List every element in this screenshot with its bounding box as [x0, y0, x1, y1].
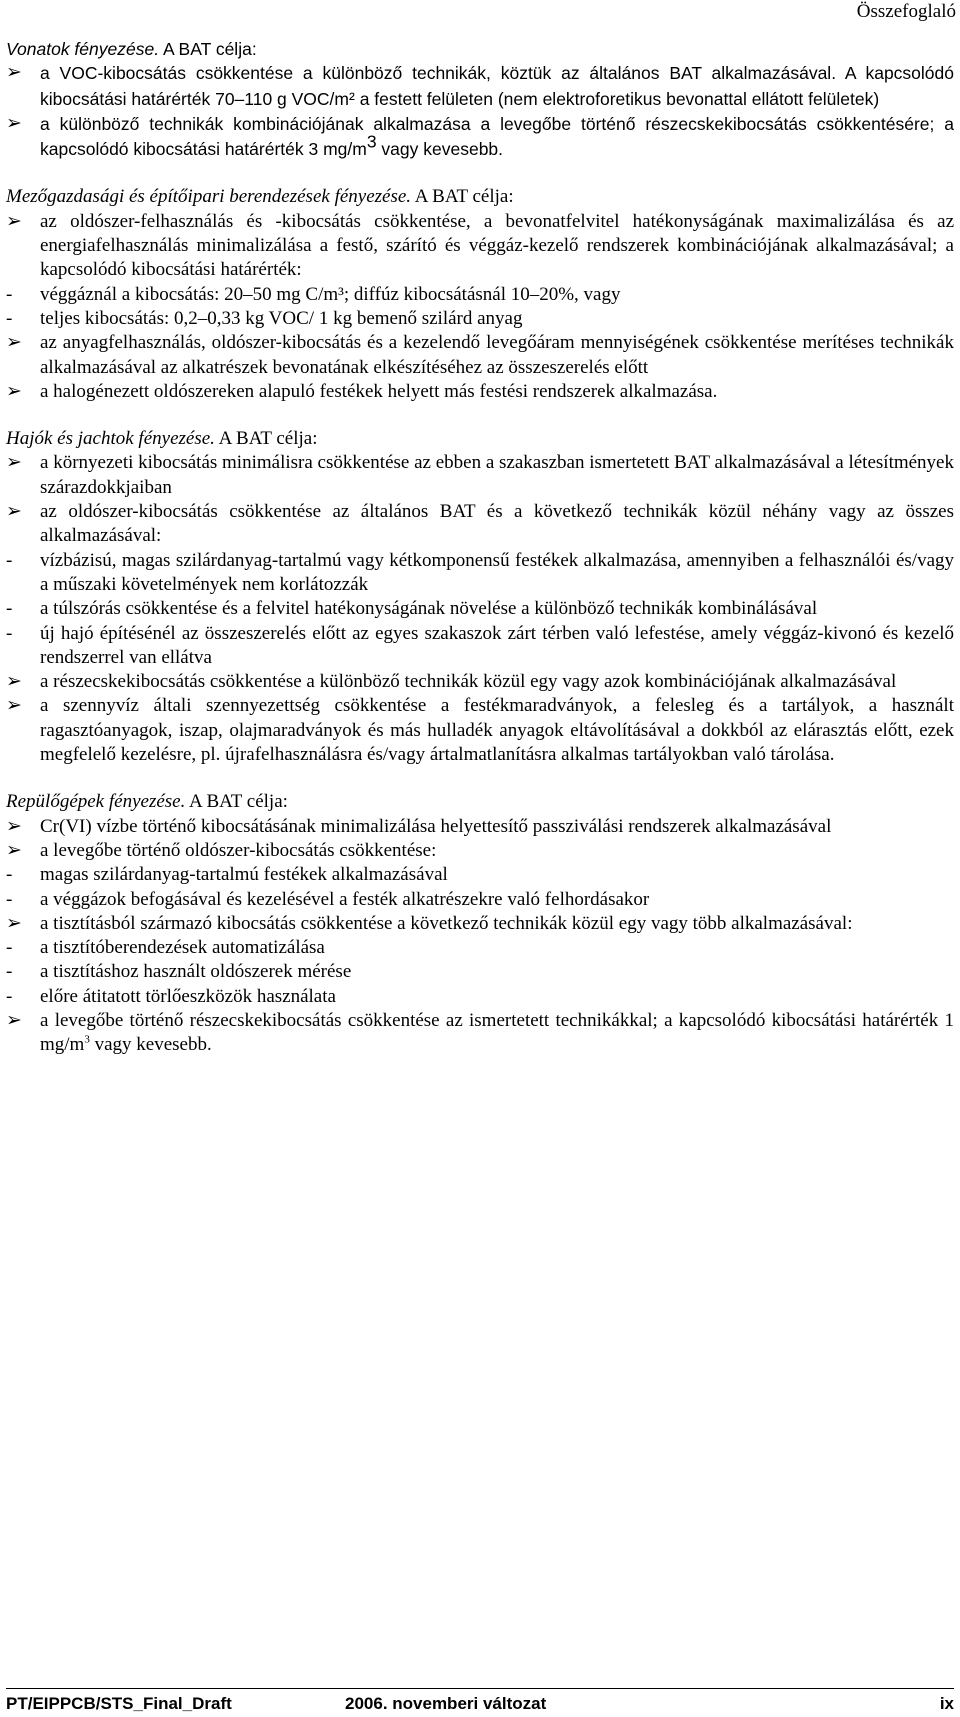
bullet-list [6, 1009, 954, 1058]
bullet-item [6, 839, 954, 863]
bullet-text: az anyagfelhasználás, oldószer-kibocsátás és a kezelendő levegőáram mennyiségének csökkentése merítéses technikák alkalmazásával az alkatrészek bevonatának elkészítéséhez az összeszerelés előtt [40, 332, 954, 378]
bullet-item [6, 112, 954, 163]
dash-item [6, 283, 954, 307]
section-trains [6, 37, 954, 162]
bullet-text: az oldószer-felhasználás és -kibocsátás csökkentése, a bevonatfelvitel hatékonyságának maximalizálása és az energiafelhasználás minimalizálása a festő, szárító és véggáz-kezelő rendszerek kombinációjának alkalmazásával; a kapcsolódó kibocsátási határérték: [40, 210, 954, 281]
bullet-item [6, 331, 954, 380]
bullet-list [6, 670, 954, 767]
document-body [6, 37, 954, 1081]
dash-item [6, 960, 954, 984]
dash-item [6, 888, 954, 912]
dash-list [6, 283, 954, 332]
dash-marker: - [6, 937, 13, 959]
dash-text: teljes kibocsátás: 0,2–0,33 kg VOC/ 1 kg bemenő szilárd anyag [40, 307, 523, 329]
bullet-item [6, 451, 954, 500]
section-lead: A BAT célja: [185, 791, 288, 813]
bullet-list [6, 815, 954, 864]
dash-list [6, 936, 954, 1009]
dash-item [6, 985, 954, 1009]
section-title: Vonatok fényezése. [6, 39, 160, 59]
bullet-text: a levegőbe történő részecskekibocsátás csökkentése az ismertetett technikákkal; a kapcsolódó kibocsátási határérték 1 mg/m [40, 1009, 954, 1056]
arrow-bullet-icon: ➢ [6, 1009, 22, 1031]
bullet-list [6, 331, 954, 404]
bullet-text: a tisztításból származó kibocsátás csökkentése a következő technikák közül egy vagy több alkalmazásával: [40, 912, 853, 934]
bullet-text: az oldószer-kibocsátás csökkentése az általános BAT és a következő technikák közül néhány vagy az összes alkalmazásával: [40, 501, 954, 547]
arrow-bullet-icon: ➢ [6, 695, 22, 717]
arrow-bullet-icon: ➢ [6, 912, 22, 934]
section-ships [6, 427, 954, 767]
dash-text: magas szilárdanyag-tartalmú festékek alkalmazásával [40, 864, 448, 886]
bullet-item [6, 210, 954, 283]
dash-marker: - [6, 888, 13, 910]
section-lead: A BAT célja: [411, 186, 514, 208]
footer-doc-id: PT/EIPPCB/STS_Final_Draft [6, 1694, 232, 1713]
dash-list [6, 549, 954, 670]
section-title: Hajók és jachtok fényezése. [6, 428, 215, 450]
arrow-bullet-icon: ➢ [6, 501, 22, 523]
bullet-list [6, 451, 954, 548]
bullet-item [6, 815, 954, 839]
page-header: Összefoglaló [856, 1, 956, 22]
page-footer [6, 1688, 954, 1715]
dash-text: új hajó építésénél az összeszerelés előtt az egyes szakaszok zárt térben való lefestése, amely véggáz-kivonó és kezelő rendszerrel van ellátva [40, 622, 954, 668]
dash-marker: - [6, 283, 13, 305]
bullet-text: a szennyvíz általi szennyezettség csökkentése a festékmaradványok, a felesleg és a tartályok, a használt ragasztóanyagok, iszap, olajmaradványok és más hulladék anyagok eltávolításával a dokkból az elárasztás előtt, ezek megfelelő kezelésre, pl. újrafelhasználásra és/vagy ártalmatlanításra alkalmas tartályokban való tárolása. [40, 695, 954, 766]
dash-text: a túlszórás csökkentése és a felvitel hatékonyságának növelése a különböző technikák kombinálásával [40, 598, 818, 620]
dash-text: vízbázisú, magas szilárdanyag-tartalmú vagy kétkomponensű festékek alkalmazása, amennyiben a felhasználói és/vagy a műszaki követelmények nem korlátozzák [40, 549, 954, 595]
arrow-bullet-icon: ➢ [6, 839, 22, 861]
dash-text: a tisztítóberendezések automatizálása [40, 937, 325, 959]
superscript: 3 [84, 1033, 90, 1046]
arrow-bullet-icon: ➢ [6, 210, 22, 232]
dash-item [6, 936, 954, 960]
dash-marker: - [6, 961, 13, 983]
bullet-item [6, 61, 954, 112]
dash-item [6, 622, 954, 671]
bullet-list [6, 210, 954, 283]
section-heading [6, 427, 954, 451]
bullet-text-cont: A kapcsolódó kibocsátási határérték 70–110 g VOC/m² a festett felületen (nem elektroforetikus bevonattal ellátott felületek) [40, 63, 954, 109]
bullet-item [6, 1009, 954, 1058]
arrow-bullet-icon: ➢ [6, 62, 22, 84]
bullet-text: Cr(VI) vízbe történő kibocsátásának minimalizálása helyettesítő passziválási rendszerek alkalmazásával [40, 815, 832, 837]
section-heading [6, 790, 954, 814]
bullet-item [6, 694, 954, 767]
section-agricultural [6, 185, 954, 404]
dash-marker: - [6, 307, 13, 329]
dash-marker: - [6, 622, 13, 644]
bullet-list [6, 61, 954, 162]
dash-item [6, 597, 954, 621]
bullet-text-cont: vagy kevesebb. [89, 1034, 212, 1056]
arrow-bullet-icon: ➢ [6, 671, 22, 693]
section-aircraft [6, 790, 954, 1057]
section-heading [6, 37, 954, 61]
section-title: Repülőgépek fényezése. [6, 791, 186, 813]
dash-list [6, 863, 954, 912]
section-lead: A BAT célja: [214, 428, 318, 450]
footer-version: 2006. novemberi változat [345, 1694, 547, 1713]
section-title: Mezőgazdasági és építőipari berendezések fényezése. [6, 186, 412, 208]
dash-text: véggáznál a kibocsátás: 20–50 mg C/m³; diffúz kibocsátásnál 10–20%, vagy [40, 283, 621, 305]
footer-page-number: ix [939, 1694, 954, 1713]
section-lead: A BAT célja: [159, 39, 257, 59]
dash-item [6, 863, 954, 887]
dash-marker: - [6, 985, 13, 1007]
dash-marker: - [6, 598, 13, 620]
bullet-text: a levegőbe történő oldószer-kibocsátás csökkentése: [40, 839, 437, 861]
dash-text: a véggázok befogásával és kezelésével a festék alkatrészekre való felhordásakor [40, 888, 650, 910]
bullet-item [6, 500, 954, 549]
arrow-bullet-icon: ➢ [6, 380, 22, 402]
superscript: 3 [366, 131, 377, 152]
dash-item [6, 307, 954, 331]
bullet-item [6, 670, 954, 694]
bullet-item [6, 380, 954, 404]
bullet-text: a halogénezett oldószereken alapuló festékek helyett más festési rendszerek alkalmazása. [40, 380, 718, 402]
arrow-bullet-icon: ➢ [6, 452, 22, 474]
dash-marker: - [6, 864, 13, 886]
bullet-list [6, 912, 954, 936]
arrow-bullet-icon: ➢ [6, 815, 22, 837]
section-heading [6, 185, 954, 209]
dash-text: a tisztításhoz használt oldószerek mérése [40, 961, 352, 983]
bullet-text: a részecskekibocsátás csökkentése a különböző technikák közül egy vagy azok kombinációjának alkalmazásával [40, 671, 897, 693]
arrow-bullet-icon: ➢ [6, 112, 22, 134]
bullet-text: a VOC-kibocsátás csökkentése a különböző technikák, köztük az általános BAT alkalmazásával. [40, 63, 837, 84]
bullet-text: a környezeti kibocsátás minimálisra csökkentése az ebben a szakaszban ismertetett BAT alkalmazásával a létesítmények szárazdokkjaiban [40, 452, 954, 498]
dash-marker: - [6, 549, 13, 571]
bullet-text-cont: vagy kevesebb. [376, 139, 504, 160]
dash-item [6, 549, 954, 598]
arrow-bullet-icon: ➢ [6, 332, 22, 354]
bullet-item [6, 912, 954, 936]
dash-text: előre átitatott törlőeszközök használata [40, 985, 336, 1007]
bullet-text: a különböző technikák kombinációjának alkalmazása a levegőbe történő részecskekibocsátás csökkentésére; a kapcsolódó kibocsátási határérték 3 mg/m [40, 113, 954, 160]
